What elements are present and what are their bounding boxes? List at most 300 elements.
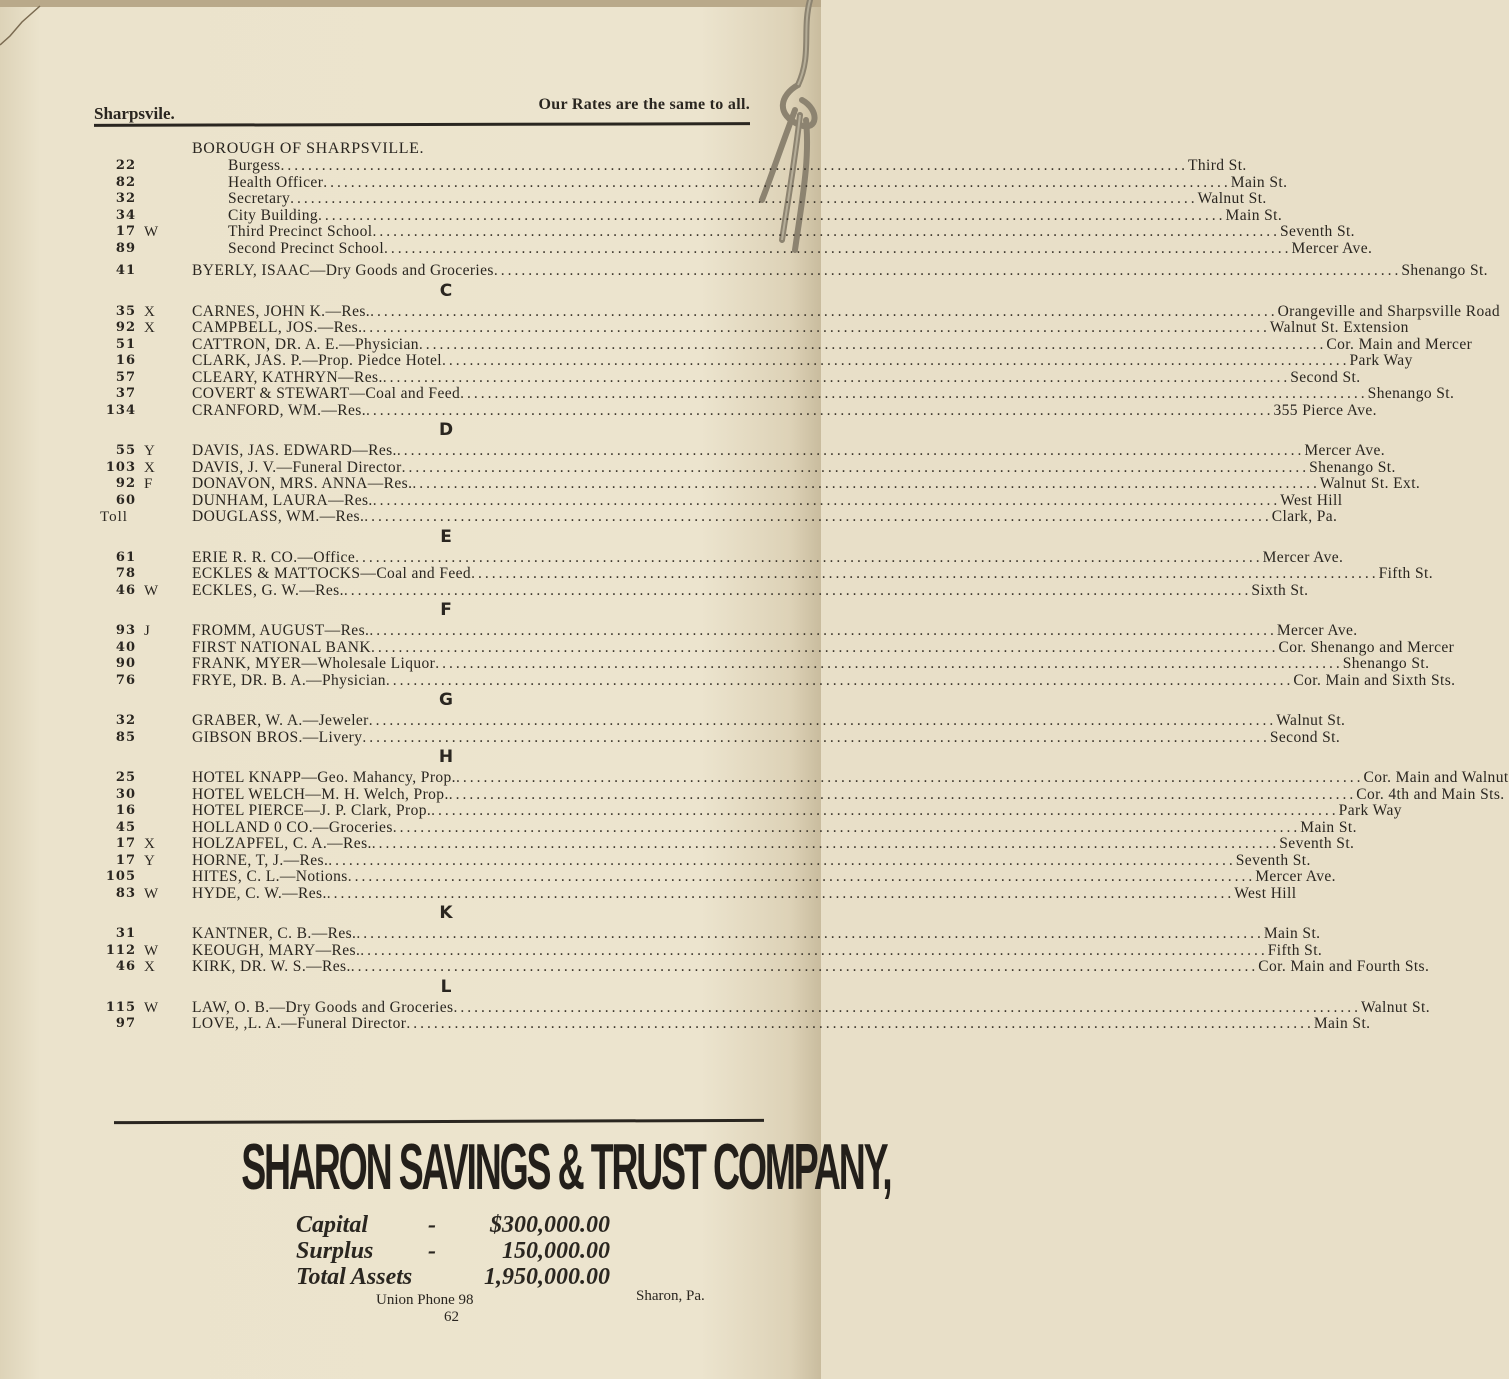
- entry-line: [192, 671, 1456, 690]
- phone-number: 17: [115, 224, 136, 239]
- dot-leader: [460, 386, 1368, 403]
- dot-leader: [372, 836, 1280, 853]
- entry-line: [192, 319, 1409, 337]
- ring-code: X: [144, 303, 155, 320]
- financial-label: Surplus: [296, 1238, 374, 1264]
- directory-entry: [96, 1015, 1371, 1033]
- phone-number: 37: [115, 386, 136, 401]
- ring-code: W: [144, 999, 159, 1016]
- entry-line: [192, 508, 1338, 526]
- directory-entry: [96, 835, 1355, 853]
- entry-name: LOVE, ,L. A.—Funeral Director: [192, 1015, 407, 1032]
- phone-number: 30: [115, 786, 136, 802]
- entry-name: FRANK, MYER—Wholesale Liquor: [192, 655, 436, 672]
- directory-listing: [96, 140, 1509, 1033]
- section-c: [96, 280, 1501, 420]
- header-rule: [94, 122, 750, 127]
- entry-line: [228, 239, 1373, 258]
- entry-address: Clark, Pa.: [1271, 508, 1338, 525]
- entry-address: Cor. Main and Walnut: [1363, 769, 1509, 786]
- phone-number: 51: [115, 336, 136, 352]
- ring-code: X: [144, 959, 155, 975]
- entry-address: Main St.: [1263, 925, 1321, 942]
- dot-leader: [386, 673, 1294, 690]
- section-letter: H: [438, 747, 454, 767]
- entry-address: Cor. Main and Sixth Sts.: [1293, 671, 1456, 689]
- entry-line: [192, 262, 1488, 280]
- phone-number: 16: [115, 803, 136, 818]
- entry-name: DAVIS, JAS. EDWARD—Res.: [192, 442, 397, 459]
- dot-leader: [364, 509, 1272, 526]
- directory-entry: [96, 385, 1455, 403]
- entry-line: [192, 548, 1344, 567]
- dot-leader: [362, 320, 1270, 337]
- directory-entry: [96, 728, 1341, 747]
- entry-address: Walnut St. Ext.: [1319, 475, 1421, 492]
- entry-line: [228, 157, 1247, 175]
- dot-leader: [369, 713, 1277, 730]
- phone-number: 115: [105, 999, 136, 1015]
- entry-address: Walnut St.: [1360, 998, 1431, 1016]
- entry-address: Mercer Ave.: [1255, 868, 1336, 885]
- section-letter: E: [440, 526, 452, 547]
- alphabetical-sections: [96, 257, 1509, 1033]
- phone-number: 97: [115, 1016, 136, 1031]
- ad-divider: [114, 1119, 764, 1124]
- directory-entry: [96, 368, 1361, 387]
- entry-address: Walnut St. Extension: [1269, 319, 1409, 336]
- dot-leader: [369, 623, 1277, 640]
- entry-name: CAMPBELL, JOS.—Res.: [192, 319, 363, 336]
- entry-name: DONAVON, MRS. ANNA—Res.: [192, 475, 413, 492]
- entry-name: GRABER, W. A.—Jeweler: [192, 712, 369, 729]
- phone-number: 46: [115, 959, 136, 974]
- entry-name: ERIE R. R. CO.—Office: [192, 548, 356, 566]
- dot-leader: [431, 803, 1339, 820]
- entry-address: Shenango St.: [1401, 262, 1488, 279]
- directory-entry: [96, 785, 1505, 804]
- entry-line: [192, 638, 1455, 657]
- directory-entry: [96, 655, 1430, 673]
- entry-name: FROMM, AUGUST—Res.: [192, 622, 370, 639]
- phone-number: 92: [115, 320, 136, 335]
- phone-number: 76: [115, 672, 136, 688]
- entry-name: HOTEL WELCH—M. H. Welch, Prop.: [192, 785, 449, 803]
- dot-leader: [344, 583, 1252, 600]
- section-letter: L: [440, 976, 452, 997]
- entry-name: Burgess: [228, 157, 281, 174]
- dot-leader: [356, 926, 1264, 943]
- entry-name: ECKLES & MATTOCKS—Coal and Feed: [192, 565, 472, 582]
- dot-leader: [362, 730, 1270, 747]
- entry-address: Mercer Ave.: [1262, 548, 1344, 566]
- ring-code: X: [144, 320, 155, 336]
- dot-leader: [435, 656, 1343, 673]
- phone-number: 35: [115, 303, 136, 319]
- phone-number: 41: [115, 263, 136, 278]
- directory-entry: [96, 998, 1431, 1017]
- phone-number: 40: [115, 639, 136, 655]
- page-top-edge: [0, 0, 821, 7]
- section-letter: F: [440, 600, 452, 620]
- entry-name: CATTRON, DR. A. E.—Physician: [192, 335, 419, 353]
- entry-name: HOTEL KNAPP—Geo. Mahancy, Prop.: [192, 769, 456, 786]
- directory-entry: [96, 769, 1509, 787]
- entry-line: [192, 868, 1336, 886]
- ring-code: J: [144, 623, 150, 639]
- entry-line: [192, 851, 1311, 870]
- directory-entry: [96, 157, 1247, 175]
- entry-line: [192, 302, 1501, 321]
- phone-number: 92: [115, 476, 136, 491]
- dot-leader: [318, 208, 1226, 225]
- dot-leader: [348, 869, 1256, 886]
- entry-line: [192, 491, 1343, 510]
- entry-address: Cor. 4th and Main Sts.: [1356, 785, 1505, 803]
- directory-entry: [96, 206, 1283, 225]
- dot-leader: [373, 493, 1281, 510]
- directory-entry: [96, 475, 1421, 493]
- phone-number: 60: [115, 492, 136, 508]
- ring-code: Y: [144, 443, 155, 459]
- dot-leader: [366, 403, 1274, 420]
- entry-address: Cor. Main and Fourth Sts.: [1258, 958, 1430, 975]
- entry-name: KEOUGH, MARY—Res.: [192, 941, 361, 959]
- entry-line: [192, 958, 1430, 976]
- entry-address: Seventh St.: [1279, 835, 1355, 852]
- phone-number: 134: [105, 402, 136, 418]
- dot-leader: [397, 443, 1305, 460]
- entry-line: [192, 581, 1309, 600]
- entry-line: [192, 941, 1323, 960]
- financial-row: [296, 1238, 626, 1264]
- entry-address: Park Way: [1338, 802, 1402, 819]
- phone-number: 78: [115, 566, 136, 581]
- entry-line: [228, 223, 1355, 241]
- entry-name: CARNES, JOHN K.—Res.: [192, 302, 371, 320]
- section-letter: K: [439, 903, 453, 923]
- section-b: [96, 257, 1488, 280]
- entry-address: Walnut St.: [1197, 190, 1267, 207]
- page-corner-crease: [0, 0, 40, 50]
- financial-summary: [296, 1212, 626, 1290]
- entry-name: FRYE, DR. B. A.—Physician: [192, 671, 386, 689]
- section-letter: G: [439, 690, 453, 710]
- phone-number: 83: [115, 885, 136, 901]
- dot-leader: [370, 304, 1278, 321]
- entry-line: [192, 998, 1431, 1017]
- dot-leader: [372, 224, 1280, 241]
- phone-number: 89: [115, 240, 136, 256]
- slogan: Our Rates are the same to all.: [538, 96, 750, 113]
- ring-code: W: [144, 224, 159, 240]
- entry-line: [192, 335, 1473, 354]
- financial-label: Capital: [296, 1212, 369, 1238]
- entry-name: CLARK, JAS. P.—Prop. Piedce Hotel: [192, 352, 443, 369]
- directory-entry: [96, 884, 1297, 903]
- directory-entry: [96, 638, 1455, 657]
- phone-number: 25: [115, 770, 136, 785]
- directory-entry: [96, 335, 1473, 354]
- entry-line: [228, 190, 1267, 208]
- entry-line: [192, 728, 1341, 747]
- entry-address: Park Way: [1349, 352, 1413, 369]
- entry-address: Main St.: [1313, 1015, 1371, 1032]
- ring-code: X: [144, 836, 155, 852]
- financial-row: [296, 1264, 626, 1290]
- dot-leader: [471, 566, 1379, 583]
- page-header: [94, 96, 750, 122]
- entry-address: Cor. Main and Mercer: [1326, 335, 1473, 353]
- entry-name: ECKLES, G. W.—Res.: [192, 581, 344, 599]
- directory-entry: [96, 442, 1386, 460]
- section-g: [96, 689, 1346, 746]
- entry-line: [192, 785, 1505, 804]
- entry-name: DUNHAM, LAURA—Res.: [192, 491, 373, 509]
- financial-value: 150,000.00: [502, 1238, 610, 1264]
- entry-address: West Hill: [1280, 491, 1343, 509]
- entry-address: Main St.: [1225, 206, 1283, 224]
- directory-entry: [96, 868, 1336, 886]
- section-h: [96, 746, 1509, 902]
- dot-leader: [402, 460, 1310, 477]
- financial-value: $300,000.00: [490, 1212, 610, 1238]
- advertisement-title: SHARON SAVINGS & TRUST COMPANY,: [241, 1131, 891, 1204]
- entry-address: Cor. Shenango and Mercer: [1278, 638, 1455, 656]
- entry-line: [192, 352, 1413, 370]
- directory-entry: [96, 302, 1501, 321]
- entry-line: [228, 173, 1288, 192]
- town-name: Sharpsvile.: [94, 104, 175, 123]
- phone-number: 103: [105, 459, 136, 475]
- directory-entry: [96, 925, 1321, 943]
- dot-leader: [328, 853, 1236, 870]
- entry-address: Fifth St.: [1267, 941, 1323, 959]
- entry-name: COVERT & STEWART—Coal and Feed: [192, 385, 461, 402]
- phone-number: 112: [105, 942, 136, 958]
- phone-number: 45: [115, 819, 136, 835]
- section-letter: C: [439, 280, 453, 301]
- dot-leader: [360, 943, 1268, 960]
- section-f: [96, 599, 1456, 689]
- directory-entry: [96, 173, 1288, 192]
- entry-name: HOTEL PIERCE—J. P. Clark, Prop.: [192, 802, 432, 819]
- entry-address: Mercer Ave.: [1291, 239, 1373, 257]
- phone-number: 32: [115, 713, 136, 728]
- phone-number: 31: [115, 926, 136, 941]
- phone-number: 55: [115, 443, 136, 458]
- phone-number: 85: [115, 729, 136, 745]
- entry-address: Main St.: [1300, 818, 1357, 836]
- entry-line: [192, 655, 1430, 673]
- phone-number: 82: [115, 174, 136, 190]
- entry-line: [228, 206, 1283, 225]
- entry-address: Walnut St.: [1276, 712, 1346, 729]
- phone-number: 61: [115, 549, 136, 565]
- entry-line: [192, 769, 1509, 787]
- entry-address: 355 Pierce Ave.: [1273, 401, 1377, 419]
- entry-address: Shenango St.: [1309, 458, 1396, 476]
- dot-leader: [290, 191, 1198, 208]
- entry-address: Seventh St.: [1235, 851, 1311, 869]
- directory-entry: [96, 458, 1396, 477]
- entry-line: [192, 385, 1455, 403]
- dot-leader: [371, 640, 1279, 657]
- directory-entry: [96, 581, 1309, 600]
- directory-entry: [96, 491, 1343, 510]
- dot-leader: [355, 550, 1263, 567]
- entry-address: Orangeville and Sharpsville Road: [1277, 302, 1501, 320]
- entry-address: Sixth St.: [1251, 581, 1309, 599]
- dot-leader: [406, 1016, 1314, 1033]
- ring-code: W: [144, 885, 159, 902]
- entry-name: HYDE, C. W.—Res.: [192, 884, 327, 902]
- entry-address: Shenango St.: [1367, 385, 1455, 402]
- dot-leader: [384, 241, 1292, 258]
- directory-entry: [96, 818, 1357, 837]
- entry-line: [192, 712, 1346, 730]
- entry-name: CLEARY, KATHRYN—Res.: [192, 368, 383, 386]
- entry-name: Third Precinct School: [228, 223, 373, 240]
- directory-entry: [96, 802, 1402, 820]
- entry-line: [192, 1015, 1371, 1033]
- entry-name: HITES, C. L.—Notions: [192, 868, 348, 885]
- ad-city: Sharon, Pa.: [636, 1288, 705, 1304]
- directory-entry: [96, 622, 1358, 640]
- entry-address: Fifth St.: [1378, 565, 1433, 582]
- entry-address: Second St.: [1290, 368, 1361, 386]
- entry-line: [192, 458, 1396, 477]
- entry-name: DOUGLASS, WM.—Res.: [192, 508, 365, 525]
- entry-name: HORNE, T, J.—Res.: [192, 851, 329, 869]
- entry-line: [192, 565, 1433, 583]
- phone-number: 90: [115, 656, 136, 671]
- entry-line: [192, 802, 1402, 820]
- entry-address: Second St.: [1269, 728, 1341, 746]
- phone-number: 105: [105, 869, 136, 884]
- directory-entry: [96, 352, 1413, 370]
- phone-number: 93: [115, 623, 136, 638]
- dot-leader: [280, 158, 1188, 175]
- directory-entry: [96, 548, 1344, 567]
- entry-line: [192, 818, 1357, 837]
- dot-leader: [383, 370, 1291, 387]
- phone-number: 22: [115, 158, 136, 173]
- entry-line: [192, 835, 1355, 853]
- entry-name: LAW, O. B.—Dry Goods and Groceries: [192, 998, 454, 1016]
- entry-address: Seventh St.: [1279, 223, 1355, 240]
- entry-address: Shenango St.: [1342, 655, 1430, 672]
- directory-entry: [96, 223, 1355, 241]
- section-d: [96, 419, 1421, 526]
- phone-number: 34: [115, 207, 136, 223]
- financial-dash: -: [428, 1212, 436, 1238]
- phone-number: Toll: [100, 509, 128, 525]
- ring-code: W: [144, 942, 159, 959]
- entry-address: Mercer Ave.: [1276, 622, 1358, 639]
- entry-address: Main St.: [1230, 173, 1288, 191]
- entry-address: Third St.: [1187, 157, 1247, 174]
- dot-leader: [442, 353, 1350, 370]
- directory-entry: [96, 565, 1433, 583]
- dot-leader: [393, 820, 1301, 837]
- ring-code: X: [144, 459, 155, 476]
- borough-entries: [96, 157, 1373, 257]
- section-l: [96, 976, 1431, 1033]
- entry-line: [192, 622, 1358, 640]
- section-letter: D: [438, 420, 454, 440]
- entry-line: [192, 475, 1421, 493]
- directory-entry: [96, 262, 1488, 280]
- dot-leader: [456, 770, 1364, 787]
- entry-name: DAVIS, J. V.—Funeral Director: [192, 458, 402, 476]
- entry-line: [192, 368, 1361, 387]
- entry-name: City Building: [228, 206, 319, 224]
- entry-name: KIRK, DR. W. S.—Res.: [192, 958, 351, 975]
- phone-number: 16: [115, 353, 136, 368]
- entry-name: GIBSON BROS.—Livery: [192, 728, 363, 746]
- entry-line: [192, 442, 1386, 460]
- phone-number: 32: [115, 191, 136, 206]
- entry-address: West Hill: [1234, 884, 1297, 902]
- phone-number: Union Phone 98: [376, 1292, 474, 1308]
- financial-dash: -: [428, 1238, 436, 1264]
- directory-entry: [96, 712, 1346, 730]
- directory-entry: [96, 239, 1373, 258]
- dot-leader: [412, 476, 1320, 493]
- financial-row: [296, 1212, 626, 1238]
- section-e: [96, 526, 1433, 600]
- section-k: [96, 902, 1430, 976]
- directory-entry: [96, 851, 1311, 870]
- dot-leader: [323, 175, 1231, 192]
- directory-entry: [96, 941, 1323, 960]
- entry-line: [192, 925, 1321, 943]
- directory-entry: [96, 319, 1409, 337]
- phone-number: 17: [115, 852, 136, 868]
- financial-label: Total Assets: [296, 1264, 413, 1290]
- entry-name: Secretary: [228, 190, 291, 207]
- ring-code: W: [144, 582, 159, 599]
- financial-value: 1,950,000.00: [484, 1264, 610, 1290]
- entry-name: BYERLY, ISAAC—Dry Goods and Groceries: [192, 262, 494, 279]
- dot-leader: [419, 337, 1327, 354]
- entry-name: CRANFORD, WM.—Res.: [192, 401, 366, 419]
- directory-entry: [96, 508, 1338, 526]
- entry-name: KANTNER, C. B.—Res.: [192, 925, 357, 942]
- dot-leader: [327, 886, 1235, 903]
- entry-name: HOLLAND 0 CO.—Groceries: [192, 818, 393, 836]
- ring-code: Y: [144, 852, 155, 869]
- directory-entry: [96, 671, 1456, 690]
- entry-name: Second Precinct School: [228, 239, 385, 257]
- entry-line: [192, 884, 1297, 903]
- dot-leader: [351, 959, 1259, 976]
- dot-leader: [494, 263, 1402, 280]
- borough-title: BOROUGH OF SHARPSVILLE.: [192, 140, 425, 157]
- page-number: 62: [444, 1309, 459, 1325]
- directory-entry: [96, 958, 1430, 976]
- entry-name: Health Officer: [228, 173, 324, 191]
- entry-name: FIRST NATIONAL BANK: [192, 638, 371, 656]
- entry-address: Mercer Ave.: [1304, 442, 1386, 459]
- entry-line: [192, 401, 1377, 420]
- ring-code: F: [144, 476, 153, 492]
- directory-entry: [96, 190, 1267, 208]
- dot-leader: [453, 1000, 1361, 1017]
- directory-entry: [96, 401, 1377, 420]
- phone-number: 46: [115, 582, 136, 598]
